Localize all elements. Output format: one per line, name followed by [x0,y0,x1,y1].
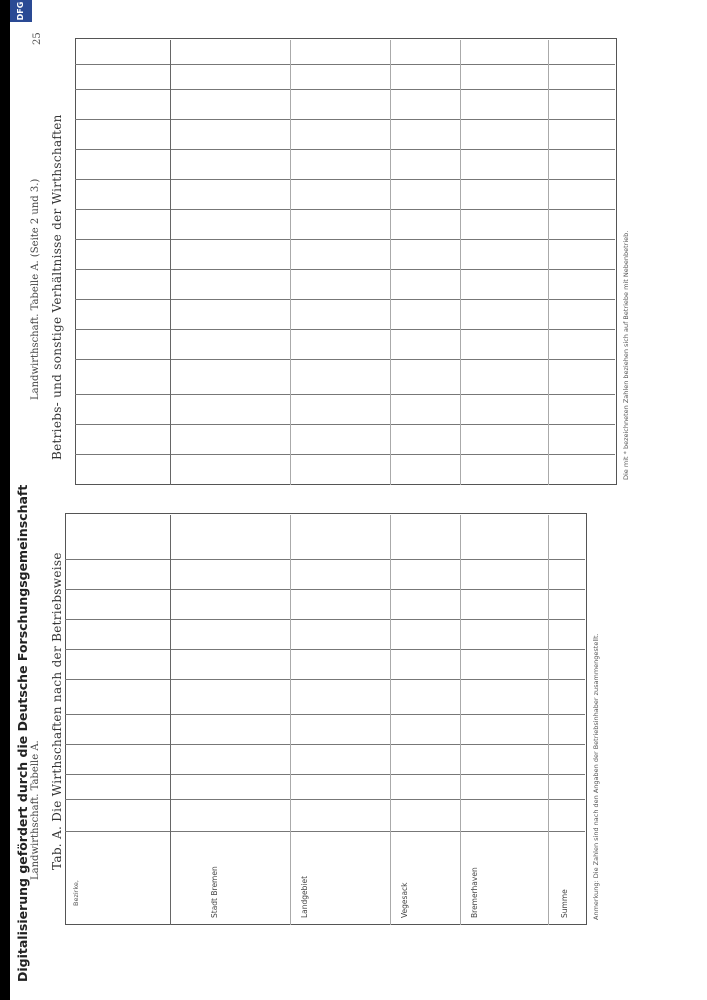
left-running-head: Landwirthschaft. Tabelle A. [30,740,41,880]
right-footnote: Die mit * bezeichneten Zahlen beziehen sich auf Betriebe mit Nebenbetrieb. [622,230,630,480]
left-row-label: Landgebiet [300,875,309,918]
page-number: 25 [32,32,43,45]
right-col-divider [75,329,615,330]
left-group-rule [390,515,391,925]
left-page-title: Tab. A. Die Wirthschaften nach der Betriebsweise [50,552,64,870]
right-running-head: Landwirthschaft. Tabelle A. (Seite 2 und 3.) [30,178,41,400]
left-group-rule [460,515,461,925]
right-col-divider [75,454,615,455]
right-col-divider [75,299,615,300]
left-col-divider [65,649,585,650]
right-page-title: Betriebs- und sonstige Verhältnisse der Wirthschaften [50,114,64,460]
left-stub-divider [65,831,585,832]
right-group-rule [290,40,291,485]
right-col-divider [75,149,615,150]
left-col-divider [65,714,585,715]
right-table [75,38,617,485]
left-row-label: Vegesack [400,882,409,918]
left-header-rule [170,515,171,925]
left-col-divider [65,619,585,620]
dfg-logo-icon: DFG [10,0,32,22]
right-col-divider [75,119,615,120]
left-col-divider [65,744,585,745]
left-row-label: Stadt Bremen [210,866,219,918]
left-row-label: Bremerhaven [470,867,479,918]
top-black-bar [0,0,10,1000]
right-col-divider [75,89,615,90]
right-col-divider [75,359,615,360]
right-group-rule [548,40,549,485]
right-group-rule [390,40,391,485]
left-col-divider [65,679,585,680]
left-col-divider [65,774,585,775]
left-footnote: Anmerkung: Die Zahlen sind nach den Angaben der Betriebsinhaber zusammengestellt. [592,633,600,920]
left-col-divider [65,589,585,590]
right-group-rule [460,40,461,485]
right-col-divider [75,64,615,65]
right-col-divider [75,209,615,210]
left-group-rule [548,515,549,925]
right-col-divider [75,424,615,425]
left-table [65,513,587,925]
left-stub-header: Bezirke, [72,880,80,906]
left-col-divider [65,799,585,800]
left-group-rule [290,515,291,925]
left-col-divider [65,559,585,560]
right-col-divider [75,179,615,180]
watermark-text: Digitalisierung gefördert durch die Deutsche Forschungsgemeinschaft [15,484,30,982]
right-col-divider [75,269,615,270]
right-col-divider [75,394,615,395]
right-col-divider [75,239,615,240]
right-header-rule [170,40,171,485]
left-row-label: Summe [560,889,569,918]
